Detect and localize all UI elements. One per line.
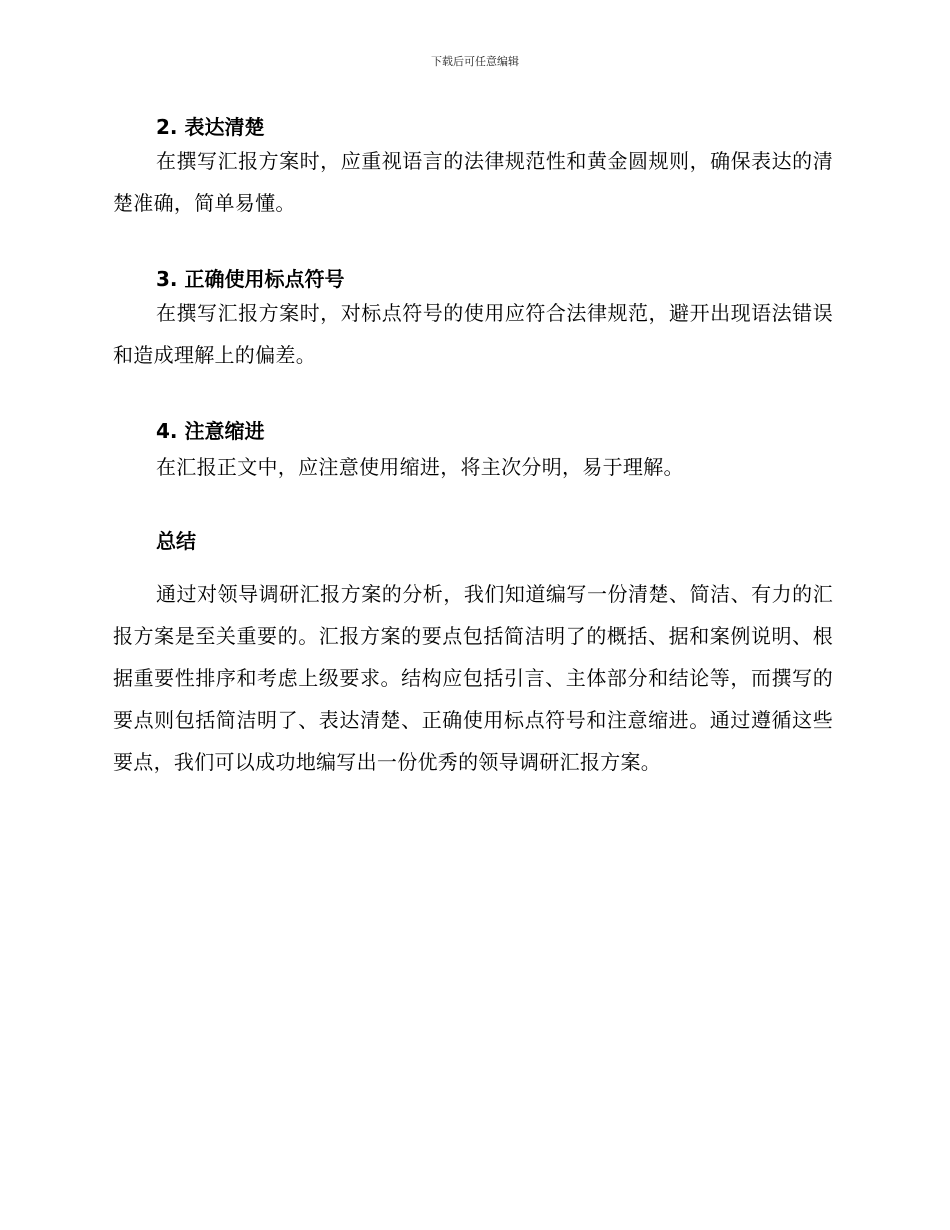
section-paragraph-clarity: 在撰写汇报方案时，应重视语言的法律规范性和黄金圆规则，确保表达的清楚准确，简单易懂。 <box>113 149 833 215</box>
section-heading-clarity: 2. 表达清楚 <box>156 115 265 139</box>
section-paragraph-punctuation: 在撰写汇报方案时，对标点符号的使用应符合法律规范，避开出现语法错误和造成理解上的偏差。 <box>113 301 833 367</box>
section-heading-summary: 总结 <box>156 529 196 553</box>
section-paragraph-summary: 通过对领导调研汇报方案的分析，我们知道编写一份清楚、简洁、有力的汇报方案是至关重要的。汇报方案的要点包括简洁明了的概括、据和案例说明、根据重要性排序和考虑上级要求。结构应包括引言、主体部分和结论等，而撰写的要点则包括简洁明了、表达清楚、正确使用标点符号和注意缩进。通过遵循这些要点，我们可以成功地编写出一份优秀的领导调研汇报方案。 <box>113 582 833 774</box>
section-heading-punctuation: 3. 正确使用标点符号 <box>156 267 345 291</box>
page-header-note: 下载后可任意编辑 <box>431 55 519 68</box>
section-paragraph-indentation: 在汇报正文中，应注意使用缩进，将主次分明，易于理解。 <box>156 455 684 479</box>
section-heading-indentation: 4. 注意缩进 <box>156 419 265 443</box>
